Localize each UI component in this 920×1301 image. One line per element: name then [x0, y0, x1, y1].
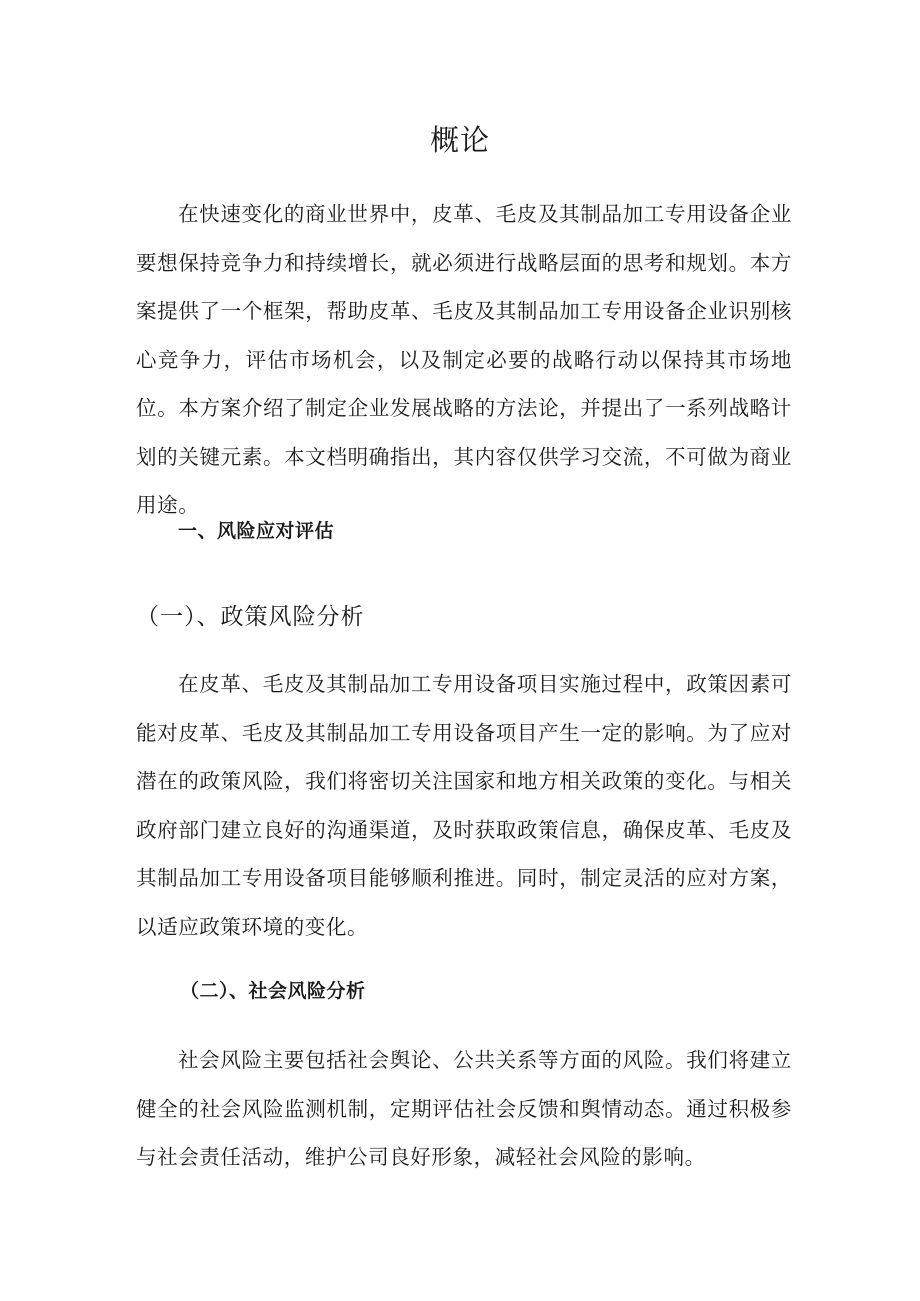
policy-risk-paragraph: 在皮革、毛皮及其制品加工专用设备项目实施过程中，政策因素可能对皮革、毛皮及其制品加工专用设备项目产生一定的影响。为了应对潜在的政策风险，我们将密切关注国家和地方相关政策的变化。与相关政府部门建立良好的沟通渠道，及时获取政策信息，确保皮革、毛皮及其制品加工专用设备项目能够顺利推进。同时，制定灵活的应对方案，以适应政策环境的变化。: [136, 672, 792, 939]
section-heading-risk-assessment: 一、风险应对评估: [178, 520, 335, 542]
social-risk-paragraph: 社会风险主要包括社会舆论、公共关系等方面的风险。我们将建立健全的社会风险监测机制，定期评估社会反馈和舆情动态。通过积极参与社会责任活动，维护公司良好形象，减轻社会风险的影响。: [136, 1048, 792, 1169]
page-title: 概论: [429, 123, 490, 157]
subsection-heading-policy-risk: （一）、政策风险分析: [136, 604, 365, 630]
subsection-heading-social-risk: （二）、社会风险分析: [180, 980, 366, 1002]
intro-paragraph: 在快速变化的商业世界中，皮革、毛皮及其制品加工专用设备企业要想保持竞争力和持续增长，就必须进行战略层面的思考和规划。本方案提供了一个框架，帮助皮革、毛皮及其制品加工专用设备企业识别核心竞争力，评估市场机会，以及制定必要的战略行动以保持其市场地位。本方案介绍了制定企业发展战略的方法论，并提出了一系列战略计划的关键元素。本文档明确指出，其内容仅供学习交流，不可做为商业用途。: [136, 202, 792, 517]
